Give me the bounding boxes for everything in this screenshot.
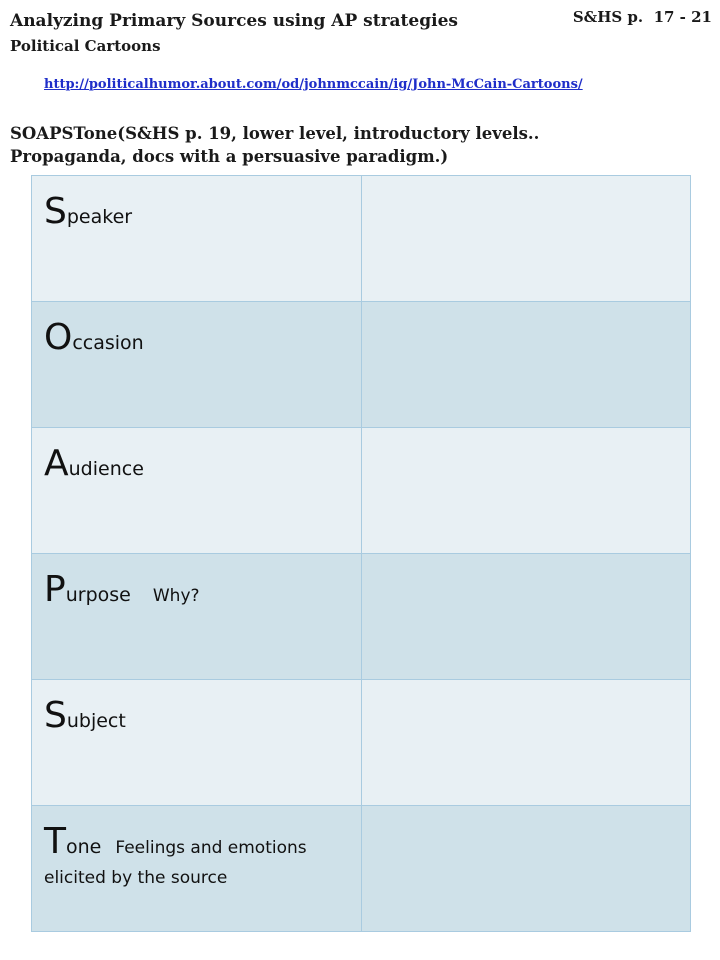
label-cell-speaker — [32, 176, 362, 302]
tone-prompt-line2: elicited by the source — [44, 868, 228, 888]
row-letter: S — [44, 191, 67, 232]
table-row-audience — [32, 428, 691, 554]
soapstone-heading-line2: Propaganda, docs with a persuasive paradigm.) — [10, 147, 449, 166]
row-letter: P — [44, 569, 66, 610]
cartoons-link[interactable]: http://politicalhumor.about.com/od/johnmccain/ig/John-McCain-Cartoons/ — [44, 77, 583, 92]
row-letter: O — [44, 317, 73, 358]
purpose-prompt: Why? — [152, 586, 200, 606]
row-letter: T — [44, 821, 66, 862]
soapstone-heading — [10, 122, 715, 168]
row-label-rest: one — [66, 836, 102, 858]
table-row-purpose — [32, 554, 691, 680]
row-letter: A — [44, 443, 69, 484]
label-cell-audience — [32, 428, 362, 554]
answer-cell-tone[interactable] — [362, 806, 691, 932]
soapstone-table — [31, 175, 691, 932]
label-cell-tone — [32, 806, 362, 932]
document-title: Analyzing Primary Sources using AP strategies — [10, 11, 458, 31]
table-row-speaker — [32, 176, 691, 302]
row-label-rest: ccasion — [72, 332, 144, 354]
answer-cell-occasion[interactable] — [362, 302, 691, 428]
row-label-rest: ubject — [66, 710, 126, 732]
answer-cell-subject[interactable] — [362, 680, 691, 806]
table-row-tone — [32, 806, 691, 932]
row-label-rest: peaker — [66, 206, 133, 228]
label-cell-occasion — [32, 302, 362, 428]
row-letter: S — [44, 695, 67, 736]
tone-prompt: Feelings and emotions — [115, 838, 307, 858]
table-row-occasion — [32, 302, 691, 428]
page-reference: S&HS p. 17 - 21 — [572, 8, 712, 26]
answer-cell-audience[interactable] — [362, 428, 691, 554]
label-cell-purpose — [32, 554, 362, 680]
row-label-rest: urpose — [65, 584, 131, 606]
answer-cell-purpose[interactable] — [362, 554, 691, 680]
soapstone-heading-line1: SOAPSTone(S&HS p. 19, lower level, introductory levels.. — [10, 124, 540, 143]
table-row-subject — [32, 680, 691, 806]
document-subtitle: Political Cartoons — [10, 37, 161, 55]
answer-cell-speaker[interactable] — [362, 176, 691, 302]
label-cell-subject — [32, 680, 362, 806]
row-label-rest: udience — [68, 458, 144, 480]
